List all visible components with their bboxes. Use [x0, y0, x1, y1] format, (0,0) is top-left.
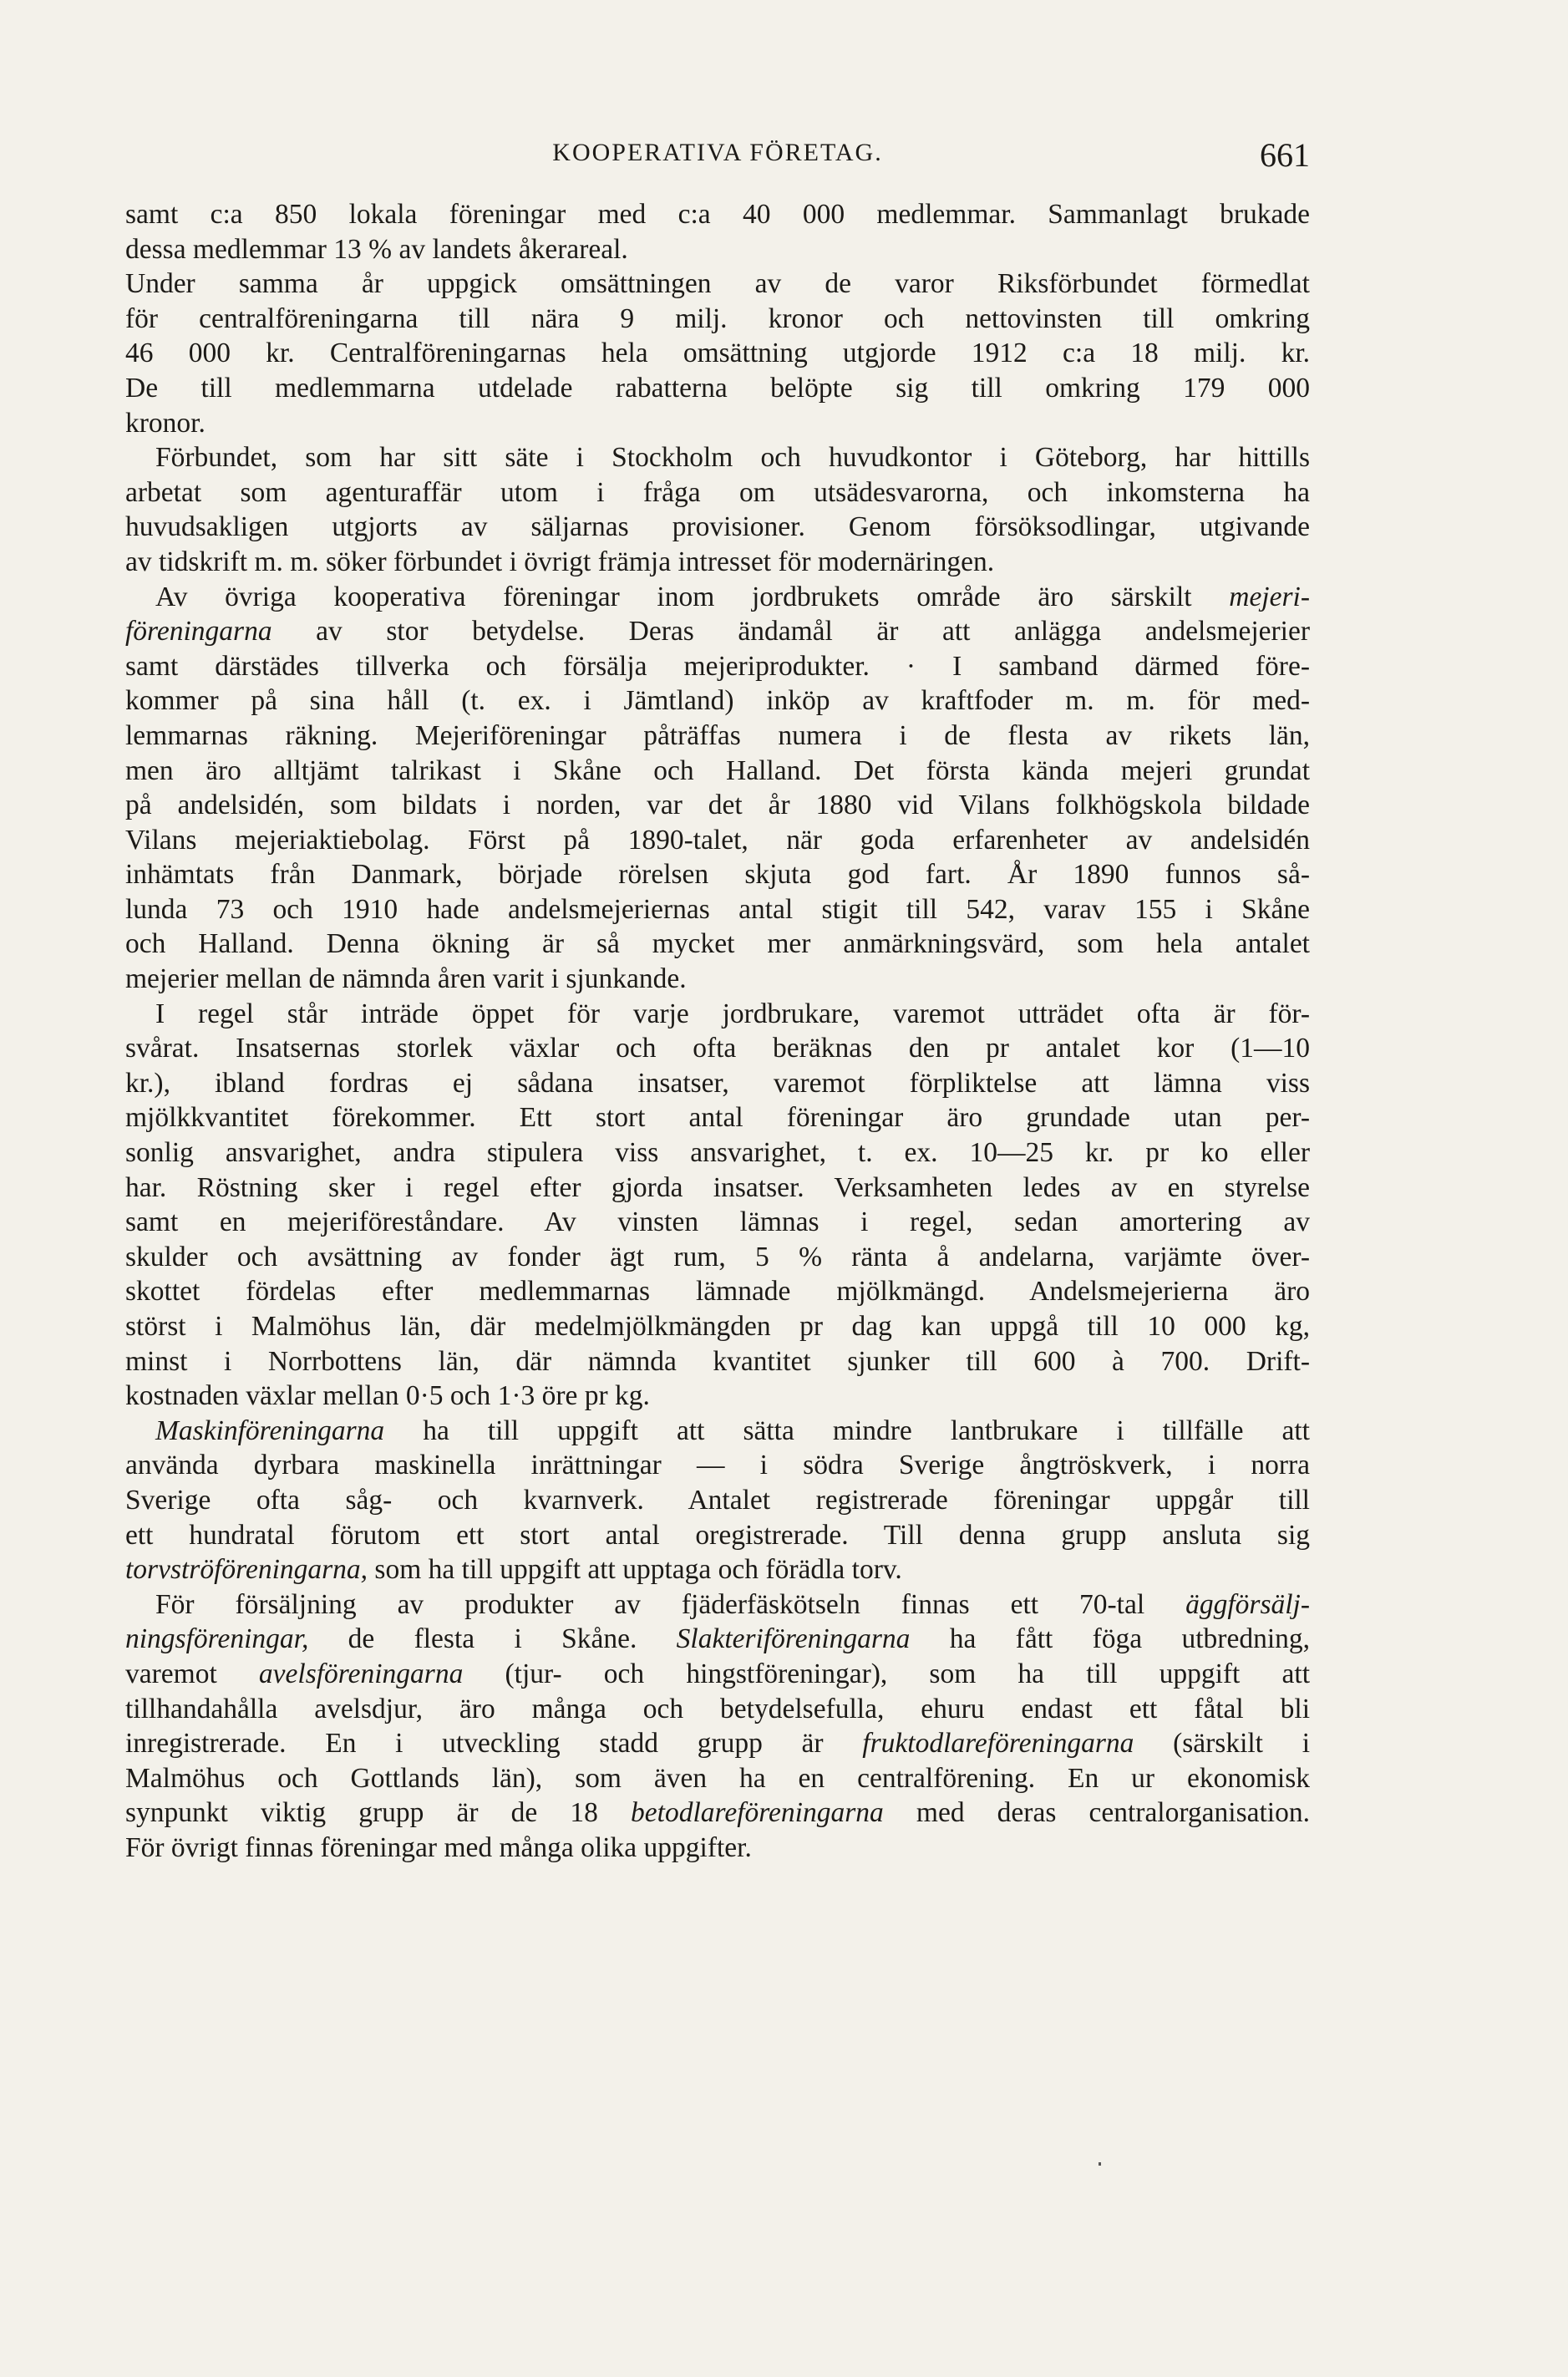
text-run: av stor betydelse. Deras ändamål är att anlägga andelsmejerier	[271, 616, 1310, 648]
text-run: som ha till uppgift att upptaga och förädla torv.	[368, 1554, 902, 1586]
text-line: Vilans mejeriaktiebolag. Först på 1890-talet, när goda erfarenheter av andelsidén	[125, 824, 1310, 856]
text-run: synpunkt viktig grupp är de 18	[125, 1797, 632, 1829]
text-line: huvudsakligen utgjorts av säljarnas provisioner. Genom försöksodlingar, utgivande	[125, 511, 1310, 543]
text-run: varemot	[125, 1658, 259, 1689]
text-line	[125, 1795, 1310, 1831]
text-line: på andelsidén, som bildats i norden, var det år 1880 vid Vilans folkhögskola bildade	[125, 790, 1310, 821]
text-line: störst i Malmöhus län, där medelmjölkmängden pr dag kan uppgå till 10 000 kg,	[125, 1311, 1310, 1342]
text-line: mjölkkvantitet förekommer. Ett stort antal föreningar äro grundade utan per-	[125, 1102, 1310, 1134]
text-line: sonlig ansvarighet, andra stipulera viss ansvarighet, t. ex. 10—25 kr. pr ko eller	[125, 1137, 1310, 1169]
text-line: av tidskrift m. m. söker förbundet i övrigt främja intresset för modernäringen.	[125, 546, 995, 577]
body-text	[125, 197, 1310, 1866]
italic-term: äggförsälj-	[1185, 1588, 1310, 1620]
text-line	[125, 1622, 1310, 1657]
text-run: inregistrerade. En i utveckling stadd grupp är	[125, 1728, 863, 1760]
text-run: ha till uppgift att sätta mindre lantbrukare i tillfälle att	[384, 1415, 1310, 1446]
text-line: Sverige ofta såg- och kvarnverk. Antalet registrerade föreningar uppgår till	[125, 1484, 1310, 1516]
text-line: kronor.	[125, 407, 206, 439]
text-line	[125, 580, 1310, 615]
text-line: kr.), ibland fordras ej sådana insatser, varemot förpliktelse att lämna viss	[125, 1067, 1310, 1099]
text-line	[125, 614, 1310, 649]
text-line: inhämtats från Danmark, började rörelsen skjuta god fart. År 1890 funnos så-	[125, 859, 1310, 891]
text-line: De till medlemmarna utdelade rabatterna belöpte sig till omkring 179 000	[125, 372, 1310, 404]
text-line: Under samma år uppgick omsättningen av de varor Riksförbundet förmedlat	[125, 268, 1310, 300]
text-line: skulder och avsättning av fonder ägt rum, 5 % ränta å andelarna, varjämte över-	[125, 1241, 1310, 1272]
text-line: tillhandahålla avelsdjur, äro många och betydelsefulla, ehuru endast ett fåtal bli	[125, 1693, 1310, 1724]
text-line: kommer på sina håll (t. ex. i Jämtland) inköp av kraftfoder m. m. för med-	[125, 685, 1310, 717]
text-line: samt en mejeriföreståndare. Av vinsten lämnas i regel, sedan amortering av	[125, 1206, 1310, 1238]
page-number: 661	[1260, 136, 1310, 174]
text-line: lemmarnas räkning. Mejeriföreningar påträffas numera i de flesta av rikets län,	[125, 719, 1310, 751]
text-line: skottet fördelas efter medlemmarnas lämnade mjölkmängd. Andelsmejerierna äro	[125, 1276, 1310, 1308]
italic-term: mejeri-	[1229, 581, 1310, 612]
text-line: Malmöhus och Gottlands län), som även ha en centralförening. En ur ekonomisk	[125, 1762, 1310, 1794]
text-line: Förbundet, som har sitt säte i Stockholm och huvudkontor i Göteborg, har hittills	[155, 442, 1310, 474]
italic-term: ningsföreningar,	[125, 1623, 309, 1655]
text-run: (särskilt i	[1134, 1728, 1311, 1760]
text-line: lunda 73 och 1910 hade andelsmejeriernas antal stigit till 542, varav 155 i Skåne	[125, 893, 1310, 925]
text-run: (tjur- och hingstföreningar), som ha till uppgift att	[463, 1658, 1310, 1689]
text-line: använda dyrbara maskinella inrättningar — i södra Sverige ångtröskverk, i norra	[125, 1450, 1310, 1481]
italic-term: torvströföreningarna,	[125, 1554, 368, 1586]
italic-term: föreningarna	[125, 616, 272, 648]
text-line: I regel står inträde öppet för varje jordbrukare, varemot utträdet ofta är för-	[155, 998, 1310, 1029]
text-line	[125, 1657, 1310, 1692]
text-run: de flesta i Skåne.	[308, 1623, 677, 1655]
text-run: med deras centralorganisation.	[883, 1797, 1310, 1829]
text-line: 46 000 kr. Centralföreningarnas hela omsättning utgjorde 1912 c:a 18 milj. kr.	[125, 338, 1310, 369]
italic-term: Slakteriföreningarna	[676, 1623, 911, 1655]
text-line: svårat. Insatsernas storlek växlar och ofta beräknas den pr antalet kor (1—10	[125, 1033, 1310, 1064]
text-line: För övrigt finnas föreningar med många olika uppgifter.	[125, 1831, 752, 1863]
text-run: ha fått föga utbredning,	[910, 1623, 1310, 1655]
text-line: för centralföreningarna till nära 9 milj. kronor och nettovinsten till omkring	[125, 302, 1310, 334]
text-run: Av övriga kooperativa föreningar inom jordbrukets område äro särskilt	[155, 581, 1230, 612]
running-header	[125, 135, 1310, 174]
text-line: dessa medlemmar 13 % av landets åkerareal.	[125, 233, 628, 265]
text-line: ett hundratal förutom ett stort antal oregistrerade. Till denna grupp ansluta sig	[125, 1519, 1310, 1551]
text-line: och Halland. Denna ökning är så mycket mer anmärkningsvärd, som hela antalet	[125, 928, 1310, 960]
text-line: har. Röstning sker i regel efter gjorda insatser. Verksamheten ledes av en styrelse	[125, 1171, 1310, 1203]
text-line: arbetat som agenturaffär utom i fråga om utsädesvarorna, och inkomsterna ha	[125, 476, 1310, 508]
text-line: men äro alltjämt talrikast i Skåne och Halland. Det första kända mejeri grundat	[125, 754, 1310, 786]
text-line	[125, 1552, 1310, 1587]
text-line	[125, 1726, 1310, 1761]
text-line	[125, 1414, 1310, 1449]
running-title: KOOPERATIVA FÖRETAG.	[552, 139, 883, 166]
text-line: kostnaden växlar mellan 0·5 och 1·3 öre pr kg.	[125, 1380, 650, 1412]
text-line: samt därstädes tillverka och försälja mejeriprodukter. · I samband därmed före-	[125, 650, 1310, 682]
text-line: samt c:a 850 lokala föreningar med c:a 40 000 medlemmar. Sammanlagt brukade	[125, 199, 1310, 230]
italic-term: Maskinföreningarna	[155, 1415, 385, 1446]
text-run: För försäljning av produkter av fjäderfäskötseln finnas ett 70-tal	[155, 1588, 1186, 1620]
italic-term: betodlareföreningarna	[631, 1797, 884, 1829]
text-line	[125, 1587, 1310, 1623]
stray-mark	[1099, 2162, 1101, 2166]
text-line: minst i Norrbottens län, där nämnda kvantitet sjunker till 600 à 700. Drift-	[125, 1345, 1310, 1377]
text-line: mejerier mellan de nämnda åren varit i sjunkande.	[125, 963, 687, 995]
italic-term: avelsföreningarna	[258, 1658, 464, 1689]
italic-term: fruktodlareföreningarna	[862, 1728, 1134, 1760]
